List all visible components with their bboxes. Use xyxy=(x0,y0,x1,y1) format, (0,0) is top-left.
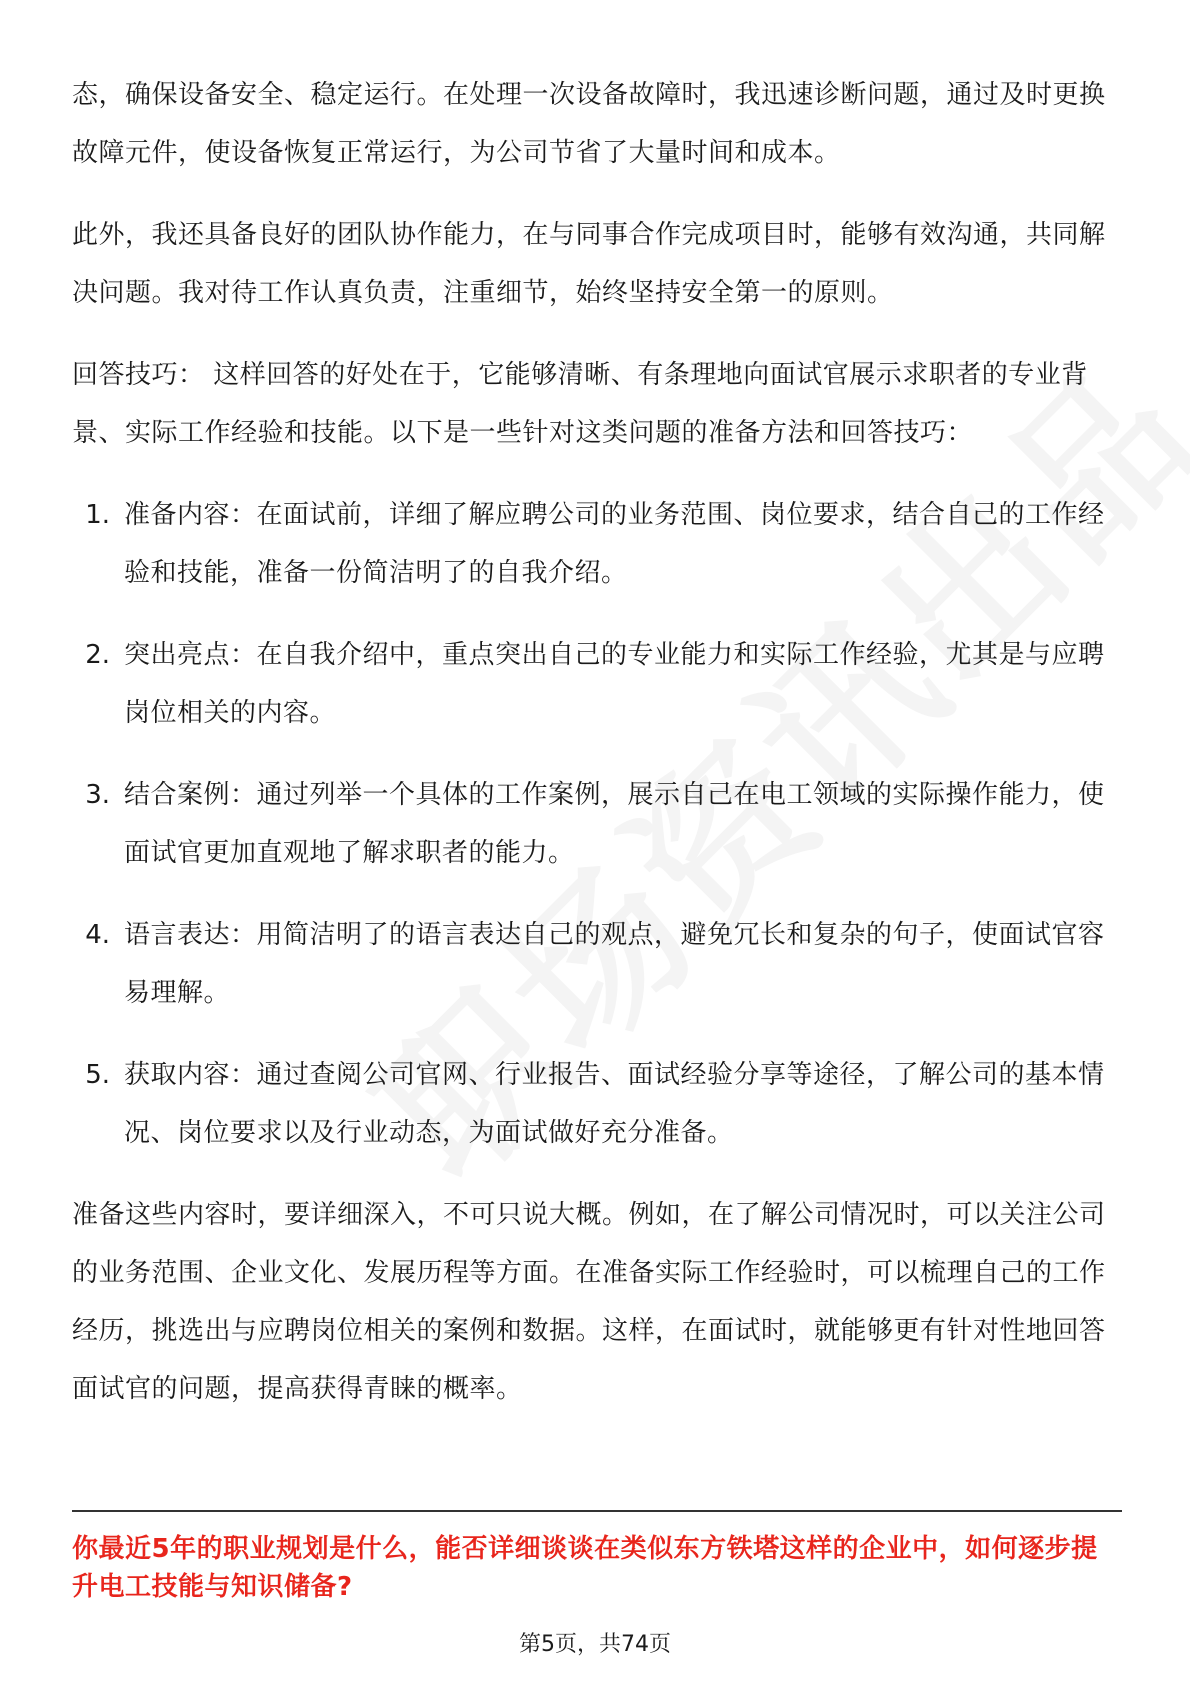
paragraph-closing: 准备这些内容时，要详细深入，不可只说大概。例如，在了解公司情况时，可以关注公司的业务范围、企业文化、发展历程等方面。在准备实际工作经验时，可以梳理自己的工作经历，挑选出与应聘岗位相关的案例和数据。这样，在面试时，就能够更有针对性地回答面试官的问题，提高获得青睐的概率。 xyxy=(72,1200,1106,1404)
page-number-footer: 第5页，共74页 xyxy=(519,1632,671,1657)
list-item-text: 结合案例：通过列举一个具体的工作案例，展示自己在电工领域的实际操作能力，使面试官更加直观地了解求职者的能力。 xyxy=(124,780,1105,868)
list-item xyxy=(72,626,1122,742)
list-item xyxy=(72,486,1122,602)
section-divider xyxy=(72,1510,1122,1512)
next-question-heading: 你最近5年的职业规划是什么，能否详细谈谈在类似东方铁塔这样的企业中，如何逐步提升电工技能与知识储备? xyxy=(72,1534,1098,1602)
list-item-number: 2. xyxy=(85,640,110,670)
list-item-number: 4. xyxy=(85,920,110,950)
list-item xyxy=(72,906,1122,1022)
list-item-text: 突出亮点：在自我介绍中，重点突出自己的专业能力和实际工作经验，尤其是与应聘岗位相关的内容。 xyxy=(124,640,1105,728)
list-item-number: 5. xyxy=(85,1060,110,1090)
list-item-number: 1. xyxy=(85,500,110,530)
list-item-text: 准备内容：在面试前，详细了解应聘公司的业务范围、岗位要求，结合自己的工作经验和技能，准备一份简洁明了的自我介绍。 xyxy=(124,500,1105,588)
list-item-number: 3. xyxy=(85,780,110,810)
list-item xyxy=(72,1046,1122,1162)
list-item-text: 语言表达：用简洁明了的语言表达自己的观点，避免冗长和复杂的句子，使面试官容易理解。 xyxy=(124,920,1105,1008)
list-item-text: 获取内容：通过查阅公司官网、行业报告、面试经验分享等途径，了解公司的基本情况、岗位要求以及行业动态，为面试做好充分准备。 xyxy=(124,1060,1105,1148)
list-item xyxy=(72,766,1122,882)
paragraph-answer-tips: 回答技巧： 这样回答的好处在于，它能够清晰、有条理地向面试官展示求职者的专业背景、实际工作经验和技能。以下是一些针对这类问题的准备方法和回答技巧： xyxy=(72,360,1088,448)
page-content xyxy=(72,66,1122,1442)
tips-list xyxy=(72,486,1122,1162)
paragraph-equipment-maintenance: 态，确保设备安全、稳定运行。在处理一次设备故障时，我迅速诊断问题，通过及时更换故障元件，使设备恢复正常运行，为公司节省了大量时间和成本。 xyxy=(72,80,1106,168)
paragraph-teamwork: 此外，我还具备良好的团队协作能力，在与同事合作完成项目时，能够有效沟通，共同解决问题。我对待工作认真负责，注重细节，始终坚持安全第一的原则。 xyxy=(72,220,1106,308)
